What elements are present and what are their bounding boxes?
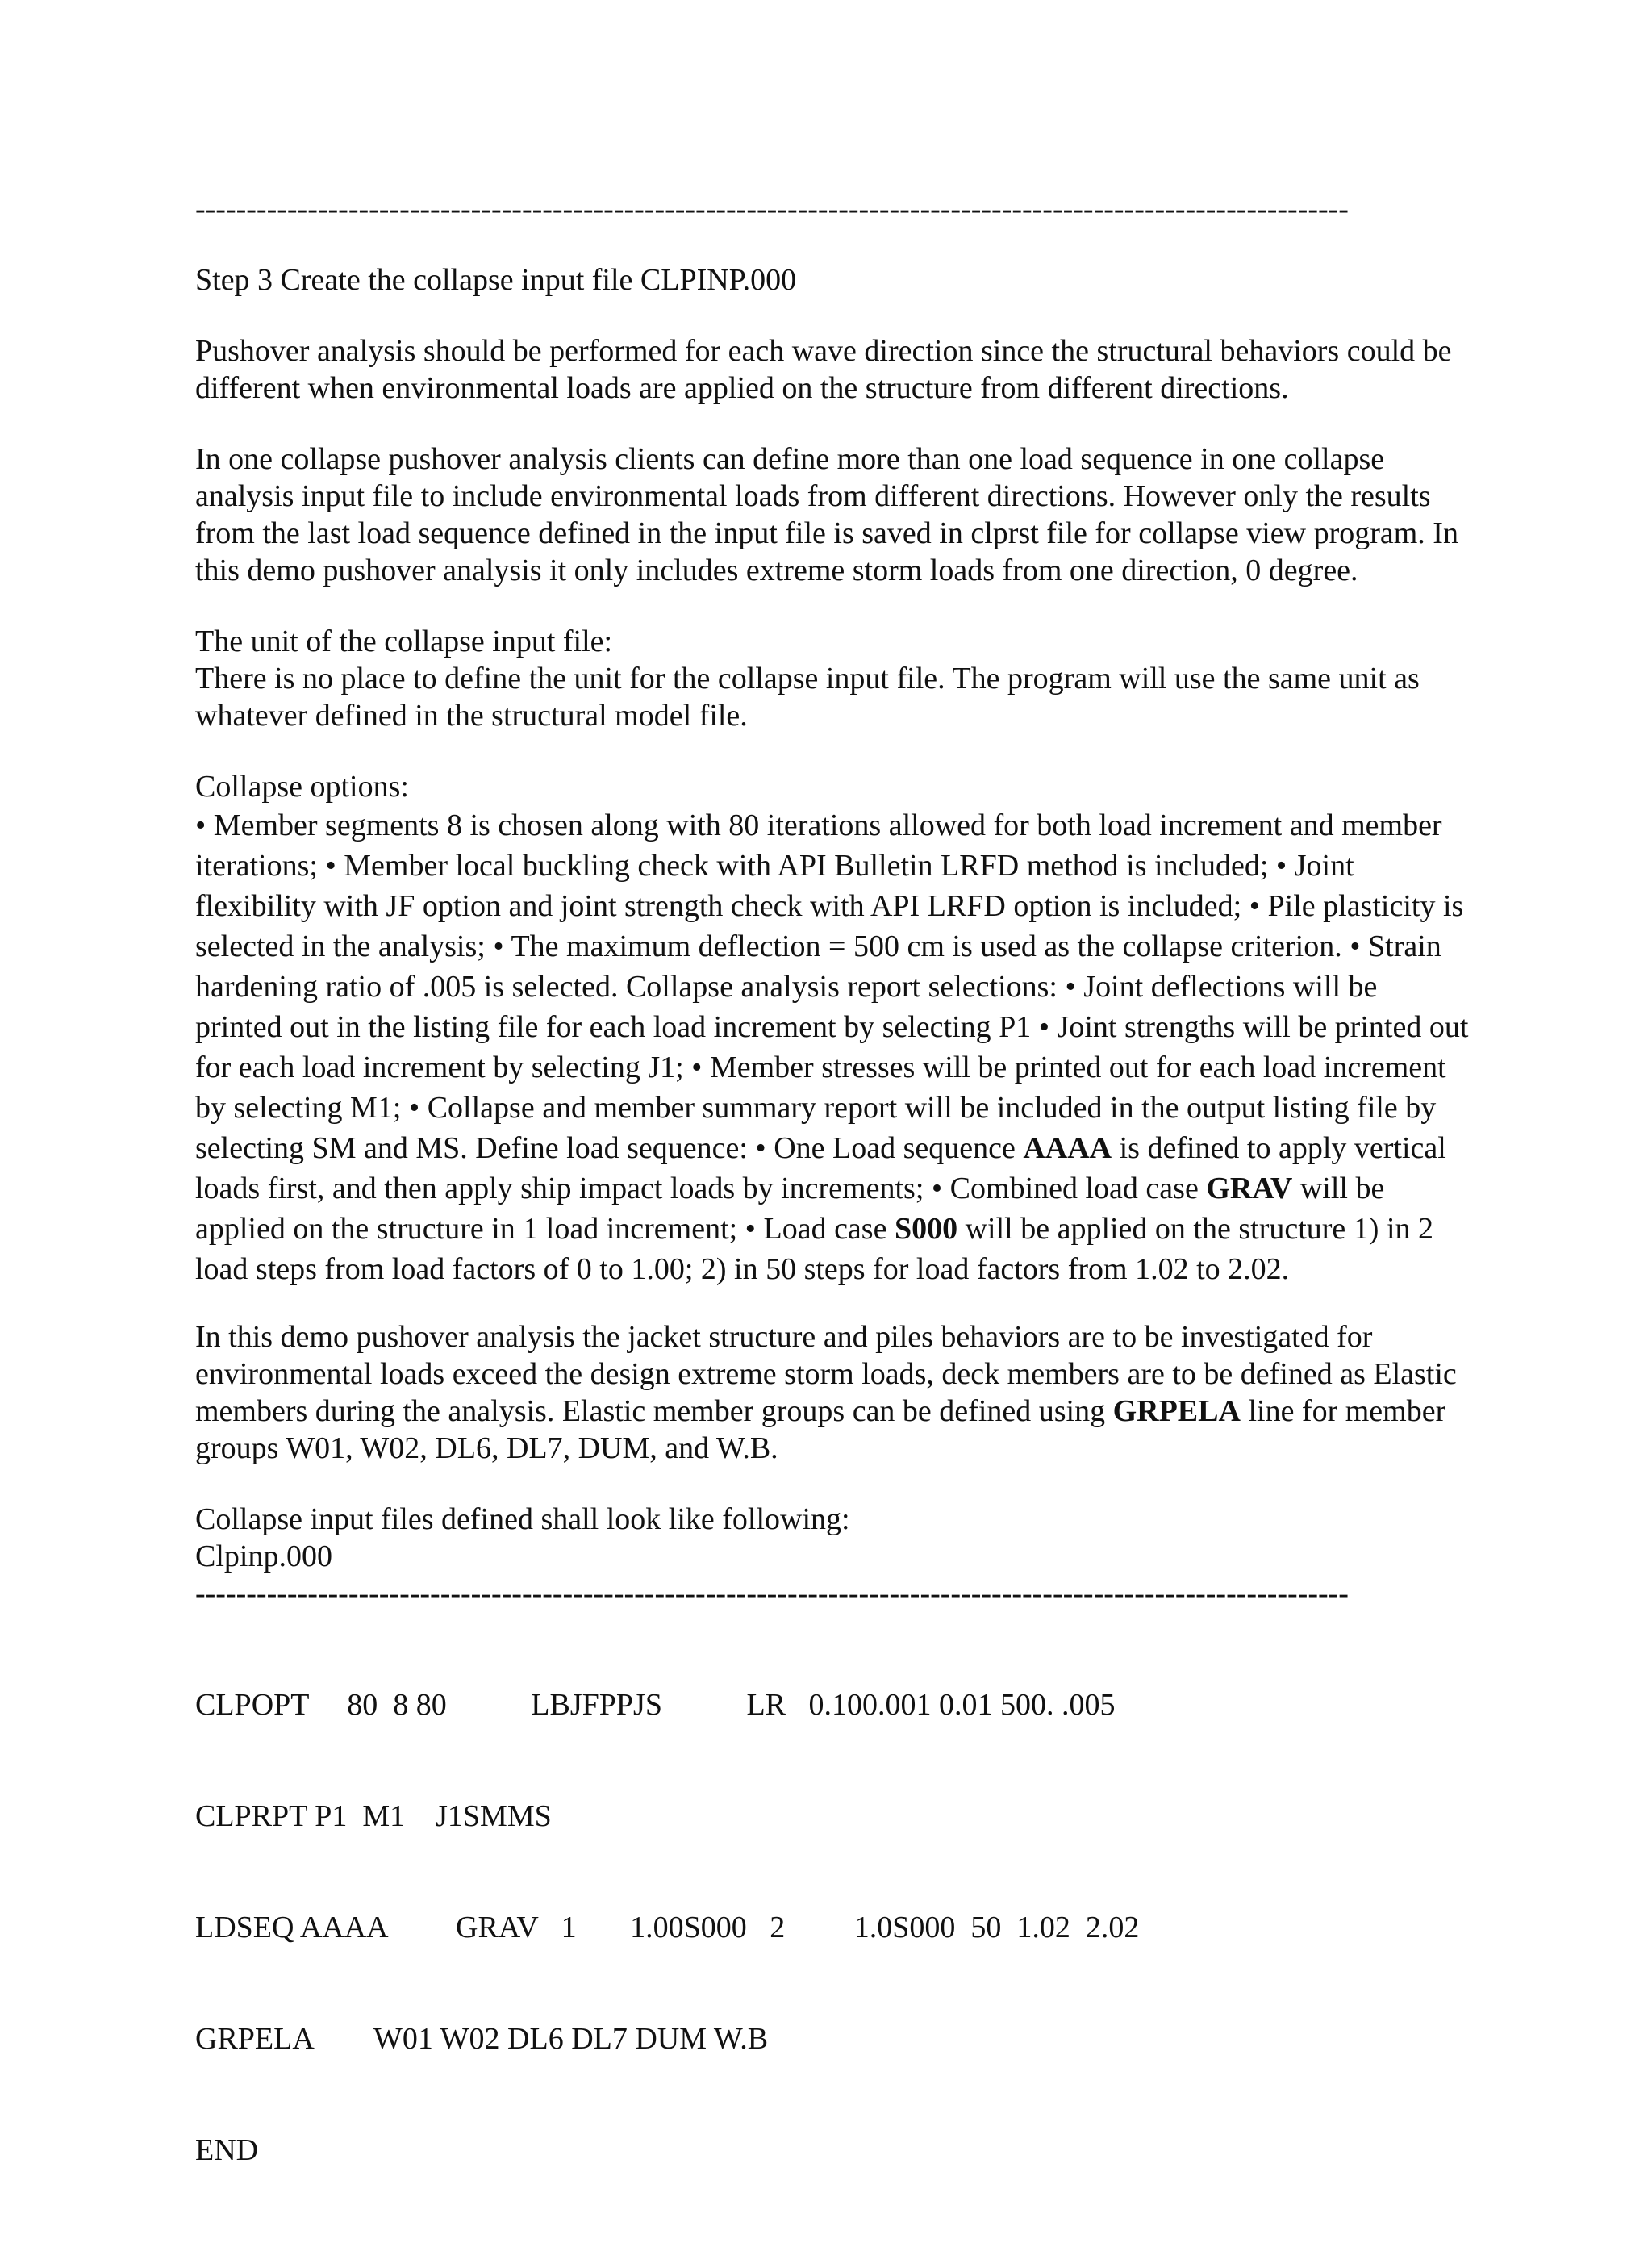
collapse-options-heading: Collapse options:	[195, 770, 409, 804]
code-line-grpela: GRPELA W01 W02 DL6 DL7 DUM W.B	[195, 2022, 769, 2056]
options-text-4: will be applied on the structure 1) in 2 load steps from load factors of 0 to 1.00; 2) in 50 steps for load factors from 1.02 to 2.02.	[195, 1212, 1434, 1286]
unit-paragraph: There is no place to define the unit for the collapse input file. The program will use the same unit as whatever defined in the structural model file.	[195, 662, 1420, 733]
options-text-1: • Member segments 8 is chosen along with 80 iterations allowed for both load increment and member iterations; • Member local buckling check with API Bulletin LRFD method is included; • Joint flexibility with JF option and joint strength check with API LRFD option is included; • Pile plasticity is selected in the analysis; • The maximum deflection = 500 cm is used as the collapse criterion. • Strain hardening ratio of .005 is selected. Collapse analysis report selections: • Joint deflections will be printed out in the listing file for each load increment by selecting P1 • Joint strengths will be printed out for each load increment by selecting J1; • Member stresses will be printed out for each load increment by selecting M1; • Collapse and member summary report will be included in the output listing file by selecting SM and MS. Define load sequence: • One Load sequence	[195, 808, 1469, 1165]
options-bold-sequence: AAAA	[1023, 1131, 1112, 1165]
elastic-text-2: line for member groups W01, W02, DL6, DL7, DUM, and W.B.	[195, 1394, 1446, 1465]
code-line-clpopt: CLPOPT 80 8 80 LBJFPPJS LR 0.100.001 0.01 500. .005	[195, 1688, 1116, 1722]
options-bold-loadcase: S000	[894, 1212, 958, 1246]
code-line-ldseq: LDSEQ AAAA GRAV 1 1.00S000 2 1.0S000 50 1.02 2.02	[195, 1911, 1140, 1944]
step-heading: Step 3 Create the collapse input file CLPINP.000	[195, 263, 797, 297]
elastic-members-paragraph	[195, 1318, 1470, 1467]
separator-rule-top: -----------------------------------------------------------------------------------------------------------------	[195, 192, 1349, 226]
input-files-heading: Collapse input files defined shall look like following:	[195, 1502, 850, 1536]
input-filename: Clpinp.000	[195, 1539, 332, 1573]
pushover-paragraph: Pushover analysis should be performed for each wave direction since the structural behaviors could be different when environmental loads are applied on the structure from different directions.	[195, 334, 1452, 405]
code-line-clprpt: CLPRPT P1 M1 J1SMMS	[195, 1799, 552, 1833]
separator-rule-bottom: -----------------------------------------------------------------------------------------------------------------	[195, 1577, 1349, 1610]
load-sequence-paragraph: In one collapse pushover analysis clients can define more than one load sequence in one collapse analysis input file to include environmental loads from different directions. However only the results from the last load sequence defined in the input file is saved in clprst file for collapse view program. In this demo pushover analysis it only includes extreme storm loads from one direction, 0 degree.	[195, 442, 1458, 587]
elastic-bold-grpela: GRPELA	[1112, 1394, 1241, 1428]
options-text-2: is defined to apply vertical loads first, and then apply ship impact loads by increments; • Combined load case	[195, 1131, 1446, 1205]
collapse-options-paragraph	[195, 805, 1470, 1289]
collapse-input-code-block	[195, 1612, 1470, 2243]
options-bold-grav: GRAV	[1206, 1172, 1293, 1205]
document-body	[195, 190, 1470, 2243]
options-text-3: will be applied on the structure in 1 load increment; • Load case	[195, 1172, 1385, 1246]
code-line-end: END	[195, 2133, 259, 2167]
unit-heading: The unit of the collapse input file:	[195, 624, 613, 658]
elastic-text-1: In this demo pushover analysis the jacket structure and piles behaviors are to be investigated for environmental loads exceed the design extreme storm loads, deck members are to be defined as Elastic members during the analysis. Elastic member groups can be defined using	[195, 1320, 1457, 1428]
